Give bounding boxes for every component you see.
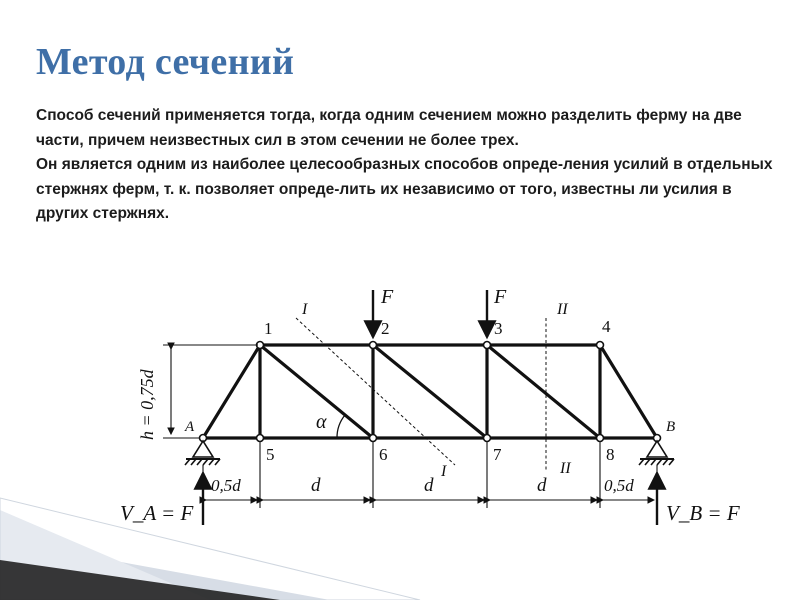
dimension-label-3: d	[424, 475, 434, 496]
dimension-label-1: 0,5d	[211, 476, 241, 495]
node-label-1: 1	[264, 319, 273, 338]
angle-arc	[337, 415, 345, 438]
dimension-label-5: 0,5d	[604, 476, 634, 495]
dimension-label-4: d	[537, 475, 547, 496]
load-label-3: F	[494, 286, 507, 308]
node-label-a: A	[185, 419, 195, 435]
slide-title: Метод сечений	[36, 41, 295, 83]
joint-4	[597, 342, 604, 349]
height-label: h = 0,75d	[137, 369, 157, 440]
joint-8	[597, 435, 604, 442]
joint-6	[370, 435, 377, 442]
node-label-8: 8	[606, 445, 615, 464]
reaction-label-b: V_B = F	[666, 501, 740, 525]
diagonal-2-7	[373, 345, 487, 438]
load-label-2: F	[381, 286, 394, 308]
node-label-3: 3	[494, 319, 503, 338]
joint-7	[484, 435, 491, 442]
node-label-7: 7	[493, 445, 502, 464]
diagonal-3-8	[487, 345, 600, 438]
reaction-label-a: V_A = F	[120, 501, 194, 525]
paragraph-1: Способ сечений применяется тогда, когда одним сечением можно разделить ферму на две части, причем неизвестных сил в этом сечении не более трех.	[36, 107, 742, 149]
node-label-2: 2	[381, 319, 390, 338]
angle-label: α	[316, 411, 327, 433]
joint-5	[257, 435, 264, 442]
member-a-1	[203, 345, 260, 438]
support-a	[185, 441, 220, 465]
section-label-2-top: II	[557, 301, 568, 318]
section-label-2-bottom: II	[560, 460, 571, 477]
node-label-5: 5	[266, 445, 275, 464]
node-label-4: 4	[602, 317, 611, 336]
member-4-b	[600, 345, 657, 438]
node-label-6: 6	[379, 445, 388, 464]
joint-3	[484, 342, 491, 349]
truss-members	[203, 345, 657, 438]
node-label-b: B	[666, 419, 676, 435]
section-label-1-bottom: I	[441, 463, 447, 480]
section-label-1-top: I	[302, 301, 308, 318]
paragraph-2: Он является одним из наиболее целесообразных способов опреде-ления усилий в отдельных стержнях ферм, т. к. позволяет опреде-лить их независимо от того, известны ли усилия в других стержнях.	[36, 156, 773, 222]
dimension-label-2: d	[311, 475, 321, 496]
support-b	[639, 441, 674, 465]
joint-2	[370, 342, 377, 349]
